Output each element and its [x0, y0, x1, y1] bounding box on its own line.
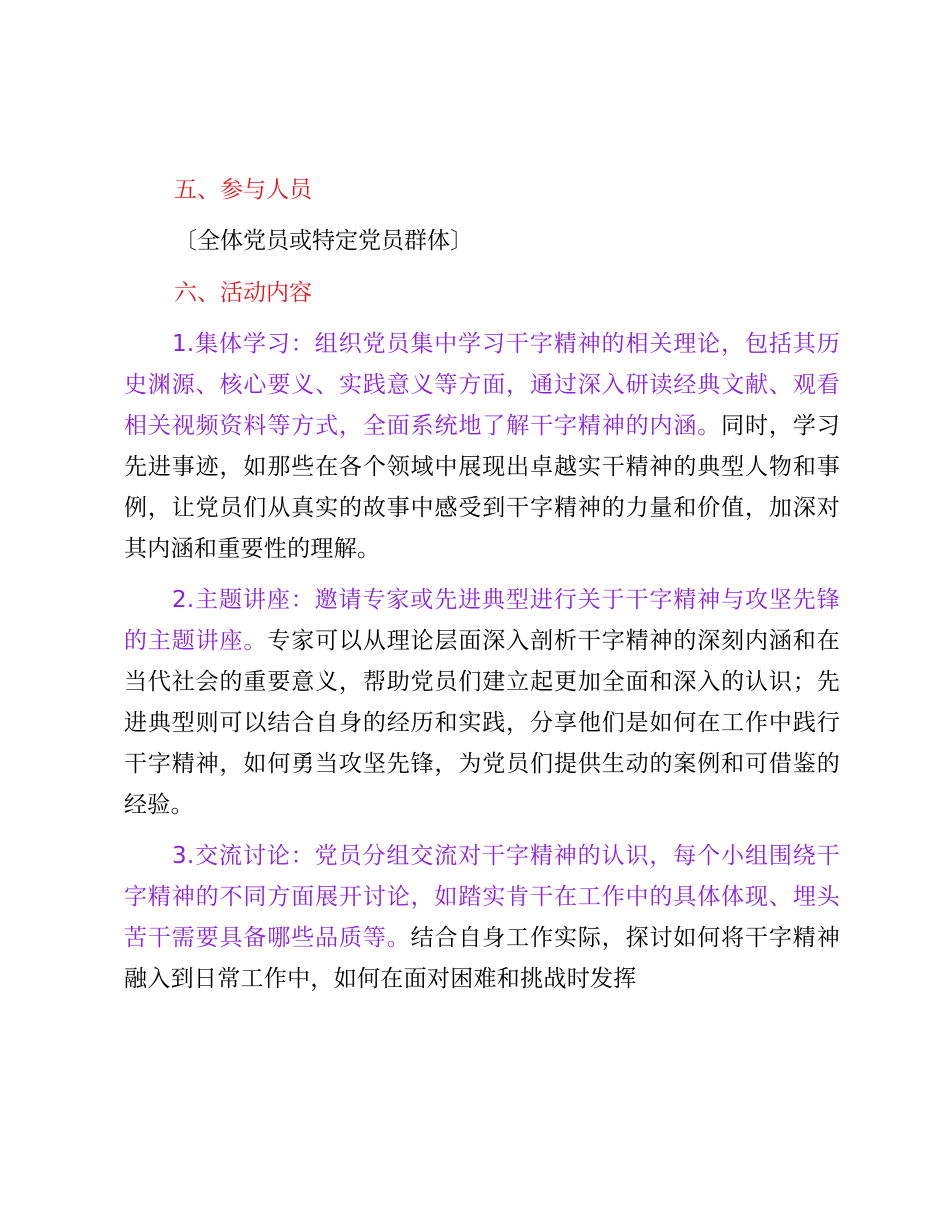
participants-note: 〔全体党员或特定党员群体〕: [174, 228, 473, 254]
activity-item-1-body: 同时，学习先进事迹，如那些在各个领域中展现出卓越实干精神的典型人物和事例，让党员们从真实的故事中感受到干字精神的力量和价值，加深对其内涵和重要性的理解。: [124, 413, 841, 562]
activity-item-2-body: 专家可以从理论层面深入剖析干字精神的深刻内涵和在当代社会的重要意义，帮助党员们建立起更加全面和深入的认识；先进典型则可以结合自身的经历和实践，分享他们是如何在工作中践行干字精神，如何勇当攻坚先锋，为党员们提供生动的案例和可借鉴的经验。: [124, 628, 840, 818]
activity-item-3-lead: 3.交流讨论：党员分组交流对干字精神的认识，每个小组围绕干字精神的不同方面展开讨论，如踏实肯干在工作中的具体体现、埋头苦干需要具备哪些品质等。: [124, 843, 840, 951]
section-heading-activities: 六、活动内容: [174, 280, 312, 306]
activity-item-1: [124, 324, 840, 570]
activity-item-1-lead: 1.集体学习：组织党员集中学习干字精神的相关理论，包括其历史渊源、核心要义、实践意义等方面，通过深入研读经典文献、观看相关视频资料等方式，全面系统地了解干字精神的内涵。: [124, 331, 840, 439]
document-page: [124, 170, 840, 1010]
activity-item-3: [124, 836, 840, 1000]
activity-item-2-lead: 2.主题讲座：邀请专家或先进典型进行关于干字精神与攻坚先锋的主题讲座。: [124, 587, 840, 654]
activity-item-3-body: 结合自身工作实际，探讨如何将干字精神融入到日常工作中，如何在面对困难和挑战时发挥: [124, 925, 840, 992]
activity-item-2: [124, 580, 840, 826]
section-heading-participants: 五、参与人员: [174, 177, 312, 203]
